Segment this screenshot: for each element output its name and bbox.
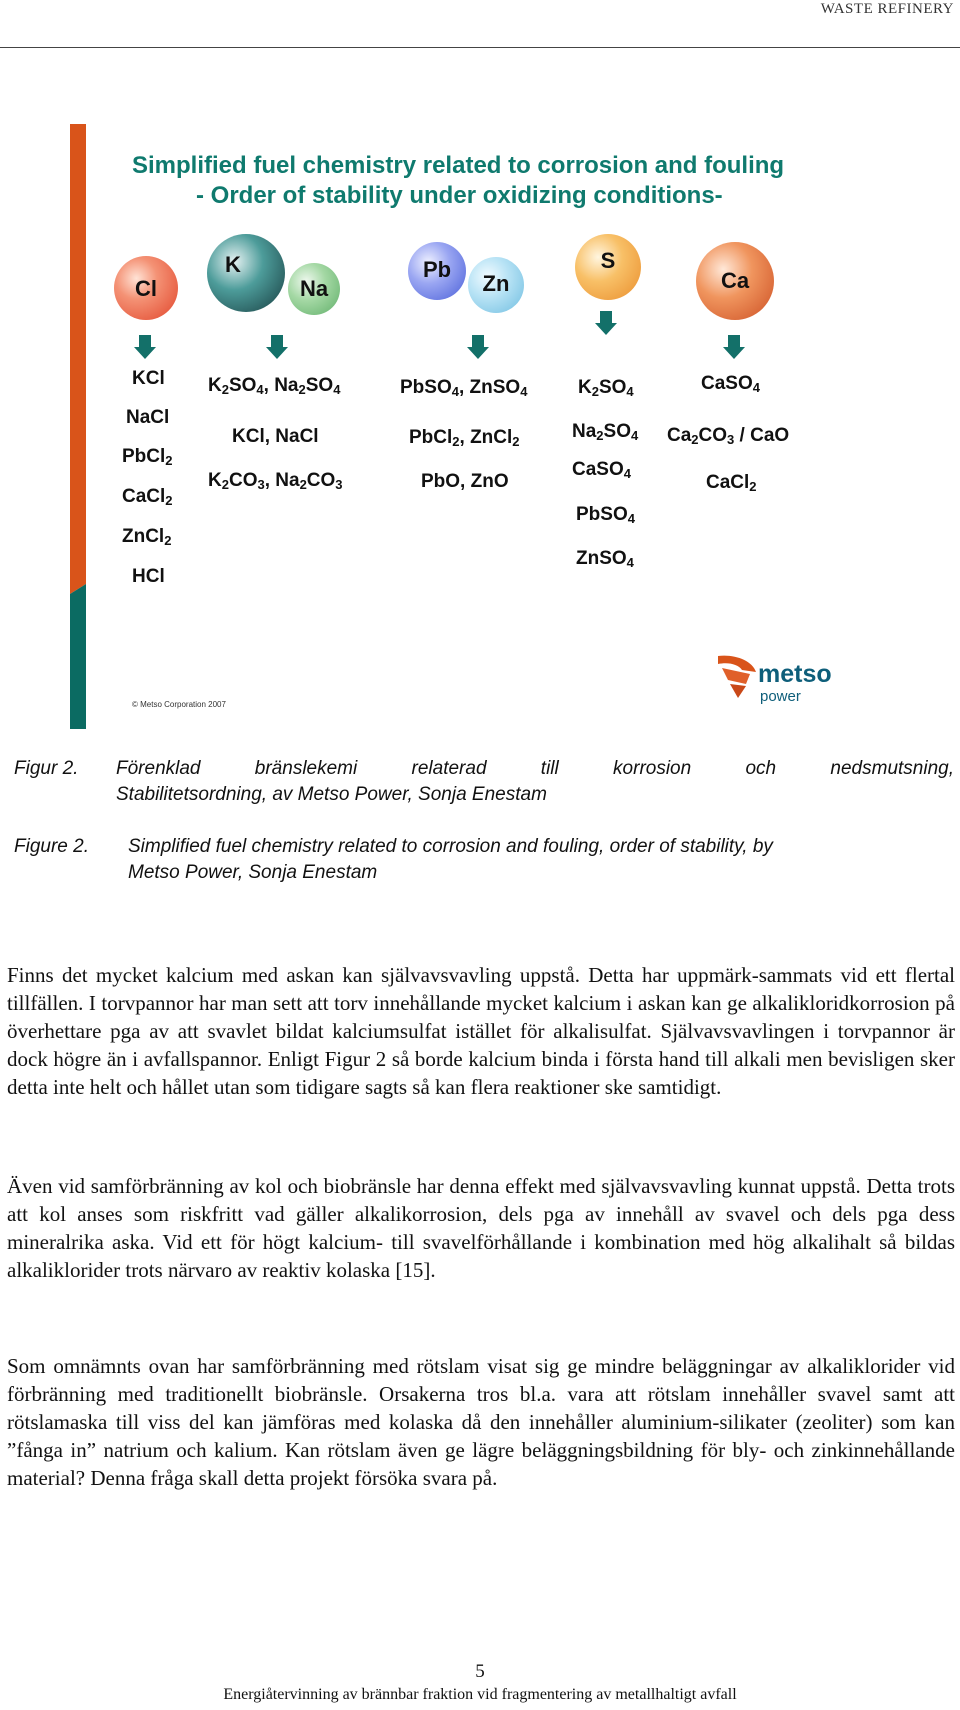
running-header: WASTE REFINERY (820, 1, 954, 17)
compound-cacl2: CaCl$_2$ (122, 486, 173, 508)
page-header (0, 0, 960, 48)
figure-title-line-2: - Order of stability under oxidizing conditions- (196, 182, 723, 209)
metso-power-logo (716, 654, 846, 714)
compound-na2so4: $Na_2SO_4$ (572, 421, 639, 443)
element-k-label: K (225, 252, 241, 277)
element-cl-label: Cl (135, 276, 157, 301)
compound-zncl2: ZnCl$_2$ (122, 526, 172, 548)
figure-title (132, 151, 832, 211)
element-na-label: Na (299, 276, 329, 301)
page-number: 5 (475, 1661, 485, 1682)
element-ca-label: Ca (720, 268, 750, 293)
element-zn-label: Zn (482, 271, 510, 296)
element-circle-zn (468, 257, 524, 313)
compound-alkali-chlorides: KCl, NaCl (232, 426, 319, 447)
element-circle-na (288, 263, 340, 315)
body-paragraph-2: Även vid samförbränning av kol och biobränsle har denna effekt med självavsvavling kunnat uppstå. Detta trots att kol anses som riskfritt vad gäller alkalikorrosion, dels pga av innehåll av svavel och dels pga dess mineralrika aska. Vid ett för högt kalcium- till svavelförhållande i kombination med hög alkalihalt så bildas alkaliklorider trots närvaro av reaktiv kolaska [15]. (7, 1174, 955, 1282)
caption-en-number: Figure 2. (14, 836, 89, 857)
compound-znso4: ZnSO$_4$ (576, 548, 634, 570)
compound-pb-zn-sulfates: PbSO$_4$, ZnSO$_4$ (400, 377, 528, 399)
compound-kcl: KCl (132, 368, 165, 389)
body-paragraph-1: Finns det mycket kalcium med askan kan självavsvavling uppstå. Detta har uppmärk-sammats vid ett flertal tillfällen. I torvpannor har man sett att torv innehållande mycket kalcium i askan kan ge alkalikloridkorrosion på överhettare pga av att svavlet bildat kalciumsulfat istället för alkalisulfat. Självavsvavlingen i torvpannor är dock högre än i avfallspannor. Enligt Figur 2 så borde kalcium binda i första hand till alkali men bevisligen sker detta inte helt och hållet utan som tidigare sagts så kan flera reaktioner ske samtidigt. (7, 963, 955, 1099)
compound-alkali-sulfates: $K_2SO_4$, $Na_2SO_4$ (208, 375, 341, 397)
down-arrow-icon (134, 335, 156, 359)
element-circle-k (207, 234, 285, 312)
element-circle-ca (696, 242, 774, 320)
compound-pb-zn-oxides: PbO, ZnO (421, 471, 509, 492)
compound-hcl: HCl (132, 566, 165, 587)
figure-side-bar (70, 124, 86, 729)
header-rule (0, 47, 960, 48)
compound-nacl: NaCl (126, 407, 170, 428)
caption-sv-line-2: Stabilitetsordning, av Metso Power, Sonja Enestam (116, 784, 547, 805)
compound-alkali-carbonates: $K_2CO_3$, $Na_2CO_3$ (208, 470, 343, 492)
compound-caso4: CaSO$_4$ (572, 459, 631, 481)
down-arrow-icon (723, 335, 745, 359)
logo-wordmark: metso (758, 660, 832, 688)
caption-sv-number: Figur 2. (14, 758, 79, 779)
caption-en-line-1: Simplified fuel chemistry related to corrosion and fouling, order of stability, by (128, 836, 773, 857)
figure-copyright: © Metso Corporation 2007 (132, 700, 226, 709)
compound-pbcl2: PbCl$_2$ (122, 446, 173, 468)
compound-k2so4: $K_2SO_4$ (578, 377, 634, 399)
element-pb-label: Pb (422, 257, 452, 282)
metso-logo-mark (716, 654, 760, 700)
logo-subword: power (760, 688, 801, 705)
element-circle-s (575, 234, 641, 300)
element-s-label: S (600, 248, 616, 273)
figure-title-line-1: Simplified fuel chemistry related to corrosion and fouling (132, 152, 785, 179)
body-paragraph-3: Som omnämnts ovan har samförbränning med rötslam visat sig ge mindre beläggningar av alkaliklorider vid förbränning med traditionellt biobränsle. Orsakerna tros bl.a. vara att rötslam innehåller svavel samt att rötslamaska till viss del kan jämföras med kolaska då den innehåller aluminium-silikater (zeoliter) som kan ”fånga in” natrium och kalium. Kan rötslam även ge lägre beläggningsbildning för bly- och zinkinnehållande material? Denna fråga skall detta projekt försöka svara på. (7, 1354, 955, 1490)
down-arrow-icon (467, 335, 489, 359)
page-footer: Energiåtervinning av brännbar fraktion vid fragmentering av metallhaltigt avfall (223, 1686, 737, 1703)
compound-pbso4: PbSO$_4$ (576, 504, 635, 526)
element-circle-pb (408, 242, 466, 300)
down-arrow-icon (595, 311, 617, 335)
compound-pb-zn-chlorides: PbCl$_2$, ZnCl$_2$ (409, 427, 520, 449)
figure-2 (70, 124, 860, 729)
compound-caso4-ca: CaSO$_4$ (701, 373, 760, 395)
element-circle-cl (114, 256, 178, 320)
compound-ca2co3-cao: $Ca_2CO_3$ / CaO (667, 425, 790, 447)
compound-cacl2-ca: CaCl$_2$ (706, 472, 757, 494)
caption-sv-line-1: Förenklad bränslekemi relaterad till korrosion och nedsmutsning, (116, 758, 954, 779)
caption-en-line-2: Metso Power, Sonja Enestam (128, 862, 378, 883)
down-arrow-icon (266, 335, 288, 359)
